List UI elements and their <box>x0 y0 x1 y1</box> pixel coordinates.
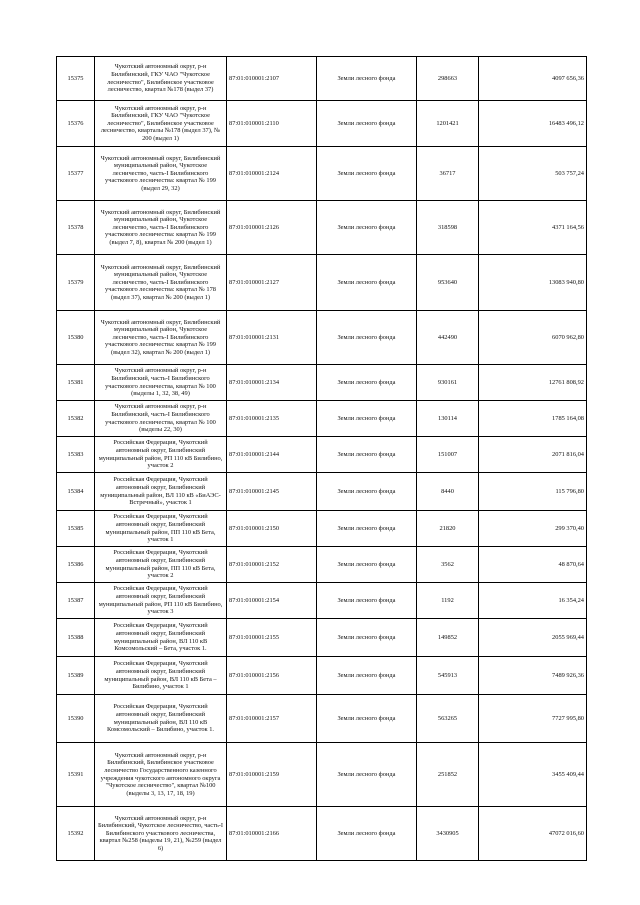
table-row <box>57 657 587 695</box>
table-row <box>57 807 587 861</box>
area-value: 36717 <box>417 147 479 201</box>
cadastral-value: 2071 816,04 <box>479 437 587 473</box>
location-description: Чукотский автономный округ, р-н Билибинский, часть-I Билибинского участкового лесничества, квартал № 100 (выделы 1, 32, 38, 49) <box>95 365 227 401</box>
location-description: Российская Федерация, Чукотский автономный округ, Билибинский муниципальный район, ВЛ 110 кВ Бета – Билибино, участок 1 <box>95 657 227 695</box>
location-description: Чукотский автономный округ, Билибинский муниципальный район, Чукотское лесничество, часть-I Билибинского участкового лесничества: квартал № 199 (выдел 7, 8), квартал № 200 (выдел 1) <box>95 201 227 255</box>
cadastral-number: 87:01:010001:2155 <box>227 619 317 657</box>
row-number: 15390 <box>57 695 95 743</box>
row-number: 15389 <box>57 657 95 695</box>
row-number: 15387 <box>57 583 95 619</box>
table-row <box>57 201 587 255</box>
cadastral-value: 48 870,64 <box>479 547 587 583</box>
location-description: Российская Федерация, Чукотский автономный округ, Билибинский муниципальный район, ПП 110 кВ Бета, участок 1 <box>95 511 227 547</box>
cadastral-number: 87:01:010001:2156 <box>227 657 317 695</box>
cadastral-value: 16 354,24 <box>479 583 587 619</box>
land-registry-table <box>56 56 587 861</box>
row-number: 15381 <box>57 365 95 401</box>
row-number: 15376 <box>57 101 95 147</box>
row-number: 15388 <box>57 619 95 657</box>
table-row <box>57 311 587 365</box>
land-category: Земли лесного фонда <box>317 201 417 255</box>
cadastral-number: 87:01:010001:2154 <box>227 583 317 619</box>
table-row <box>57 401 587 437</box>
row-number: 15391 <box>57 743 95 807</box>
cadastral-value: 6070 962,80 <box>479 311 587 365</box>
cadastral-number: 87:01:010001:2110 <box>227 101 317 147</box>
cadastral-value: 4097 656,36 <box>479 57 587 101</box>
row-number: 15375 <box>57 57 95 101</box>
area-value: 318598 <box>417 201 479 255</box>
area-value: 130114 <box>417 401 479 437</box>
land-category: Земли лесного фонда <box>317 255 417 311</box>
location-description: Российская Федерация, Чукотский автономный округ, Билибинский муниципальный район, ВЛ 110 кВ «БиАЭС-Встречный», участок 1 <box>95 473 227 511</box>
land-category: Земли лесного фонда <box>317 547 417 583</box>
area-value: 3430905 <box>417 807 479 861</box>
table-row <box>57 101 587 147</box>
location-description: Российская Федерация, Чукотский автономный округ, Билибинский муниципальный район, ВЛ 110 кВ Комсомольский – Билибино, участок 1. <box>95 695 227 743</box>
location-description: Чукотский автономный округ, Билибинский муниципальный район, Чукотское лесничество, часть-I Билибинского участкового лесничества: квартал № 199 (выдел 32), квартал № 200 (выдел 1) <box>95 311 227 365</box>
area-value: 442490 <box>417 311 479 365</box>
cadastral-number: 87:01:010001:2127 <box>227 255 317 311</box>
area-value: 149852 <box>417 619 479 657</box>
land-category: Земли лесного фонда <box>317 619 417 657</box>
cadastral-number: 87:01:010001:2124 <box>227 147 317 201</box>
cadastral-value: 7727 995,80 <box>479 695 587 743</box>
area-value: 1192 <box>417 583 479 619</box>
table-row <box>57 255 587 311</box>
location-description: Чукотский автономный округ, р-н Билибинский, ГКУ ЧАО "Чукотское лесничество", Билибинское участковое лесничество, кварталы №178 (выдел 37), № 200 (выдел 1) <box>95 101 227 147</box>
area-value: 151007 <box>417 437 479 473</box>
land-category: Земли лесного фонда <box>317 365 417 401</box>
land-category: Земли лесного фонда <box>317 437 417 473</box>
land-category: Земли лесного фонда <box>317 311 417 365</box>
land-category: Земли лесного фонда <box>317 101 417 147</box>
area-value: 563265 <box>417 695 479 743</box>
location-description: Российская Федерация, Чукотский автономный округ, Билибинский муниципальный район, РП 110 кВ Билибино, участок 2 <box>95 437 227 473</box>
location-description: Чукотский автономный округ, р-н Билибинский, Чукотское лесничество, часть-I Билибинского участкового лесничества, квартал №258 (выделы 19, 21), №259 (выдел 6) <box>95 807 227 861</box>
table-row <box>57 437 587 473</box>
row-number: 15386 <box>57 547 95 583</box>
area-value: 930161 <box>417 365 479 401</box>
location-description: Российская Федерация, Чукотский автономный округ, Билибинский муниципальный район, РП 110 кВ Билибино, участок 3 <box>95 583 227 619</box>
row-number: 15379 <box>57 255 95 311</box>
cadastral-number: 87:01:010001:2107 <box>227 57 317 101</box>
area-value: 251852 <box>417 743 479 807</box>
table-body <box>57 57 587 861</box>
table-row <box>57 547 587 583</box>
table-row <box>57 57 587 101</box>
cadastral-value: 12761 808,92 <box>479 365 587 401</box>
cadastral-value: 4371 164,56 <box>479 201 587 255</box>
cadastral-number: 87:01:010001:2135 <box>227 401 317 437</box>
table-row <box>57 743 587 807</box>
row-number: 15384 <box>57 473 95 511</box>
land-category: Земли лесного фонда <box>317 473 417 511</box>
table-row <box>57 619 587 657</box>
cadastral-number: 87:01:010001:2150 <box>227 511 317 547</box>
area-value: 545913 <box>417 657 479 695</box>
cadastral-value: 13083 940,80 <box>479 255 587 311</box>
area-value: 953640 <box>417 255 479 311</box>
table-row <box>57 365 587 401</box>
cadastral-value: 115 796,80 <box>479 473 587 511</box>
table-row <box>57 695 587 743</box>
row-number: 15392 <box>57 807 95 861</box>
cadastral-number: 87:01:010001:2159 <box>227 743 317 807</box>
location-description: Чукотский автономный округ, Билибинский муниципальный район, Чукотское лесничество, часть-I Билибинского участкового лесничества: квартал № 199 (выдел 29, 32) <box>95 147 227 201</box>
cadastral-value: 1785 164,08 <box>479 401 587 437</box>
table-row <box>57 583 587 619</box>
area-value: 1201421 <box>417 101 479 147</box>
location-description: Чукотский автономный округ, Билибинский муниципальный район, Чукотское лесничество, часть-I Билибинского участкового лесничества: квартал № 178 (выдел 37), квартал № 200 (выдел 1) <box>95 255 227 311</box>
cadastral-value: 7489 926,36 <box>479 657 587 695</box>
table-row <box>57 473 587 511</box>
location-description: Чукотский автономный округ, р-н Билибинский, ГКУ ЧАО "Чукотское лесничество", Билибинское участковое лесничество, квартал №178 (выдел 37) <box>95 57 227 101</box>
cadastral-value: 47072 016,60 <box>479 807 587 861</box>
land-category: Земли лесного фонда <box>317 657 417 695</box>
land-category: Земли лесного фонда <box>317 695 417 743</box>
cadastral-number: 87:01:010001:2144 <box>227 437 317 473</box>
land-category: Земли лесного фонда <box>317 57 417 101</box>
land-category: Земли лесного фонда <box>317 401 417 437</box>
cadastral-number: 87:01:010001:2131 <box>227 311 317 365</box>
row-number: 15378 <box>57 201 95 255</box>
cadastral-value: 16483 496,12 <box>479 101 587 147</box>
cadastral-value: 503 757,24 <box>479 147 587 201</box>
area-value: 3562 <box>417 547 479 583</box>
land-category: Земли лесного фонда <box>317 511 417 547</box>
area-value: 298663 <box>417 57 479 101</box>
cadastral-value: 2055 969,44 <box>479 619 587 657</box>
cadastral-number: 87:01:010001:2126 <box>227 201 317 255</box>
area-value: 8440 <box>417 473 479 511</box>
cadastral-number: 87:01:010001:2145 <box>227 473 317 511</box>
row-number: 15377 <box>57 147 95 201</box>
cadastral-value: 3455 409,44 <box>479 743 587 807</box>
table-row <box>57 147 587 201</box>
location-description: Российская Федерация, Чукотский автономный округ, Билибинский муниципальный район, ПП 110 кВ Бета, участок 2 <box>95 547 227 583</box>
land-category: Земли лесного фонда <box>317 583 417 619</box>
location-description: Чукотский автономный округ, р-н Билибинский, часть-I Билибинского участкового лесничества, квартал № 100 (выделы 22, 30) <box>95 401 227 437</box>
row-number: 15385 <box>57 511 95 547</box>
cadastral-value: 299 370,40 <box>479 511 587 547</box>
land-category: Земли лесного фонда <box>317 743 417 807</box>
land-category: Земли лесного фонда <box>317 147 417 201</box>
row-number: 15382 <box>57 401 95 437</box>
cadastral-number: 87:01:010001:2166 <box>227 807 317 861</box>
cadastral-number: 87:01:010001:2134 <box>227 365 317 401</box>
area-value: 21820 <box>417 511 479 547</box>
row-number: 15380 <box>57 311 95 365</box>
cadastral-number: 87:01:010001:2152 <box>227 547 317 583</box>
land-category: Земли лесного фонда <box>317 807 417 861</box>
table-row <box>57 511 587 547</box>
row-number: 15383 <box>57 437 95 473</box>
location-description: Чукотский автономный округ, р-н Билибинский, Билибинское участковое лесничество Государственного казенного учреждения чукотского автономного округа "Чукотское лесничество", квартал №100 (выделы 3, 13, 17, 18, 19) <box>95 743 227 807</box>
location-description: Российская Федерация, Чукотский автономный округ, Билибинский муниципальный район, ВЛ 110 кВ Комсомольский – Бета, участок 1. <box>95 619 227 657</box>
cadastral-number: 87:01:010001:2157 <box>227 695 317 743</box>
